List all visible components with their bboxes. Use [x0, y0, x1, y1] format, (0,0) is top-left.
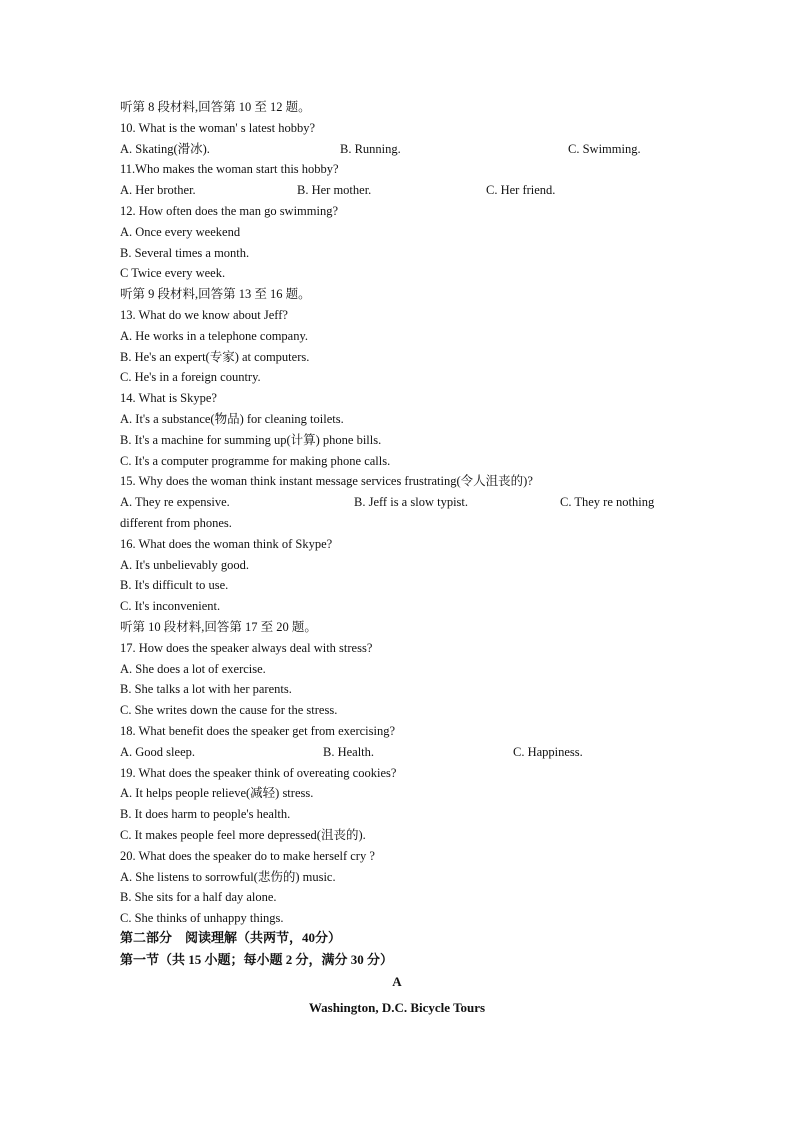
question-13: 13. What do we know about Jeff?: [120, 308, 288, 322]
question-10: 10. What is the woman' s latest hobby?: [120, 121, 316, 135]
passage-letter: A: [392, 974, 402, 989]
option-15b: B. Jeff is a slow typist.: [354, 495, 469, 509]
option-11c: C. Her friend.: [486, 183, 556, 197]
option-11b: B. Her mother.: [297, 183, 372, 197]
option-15c-continued: different from phones.: [120, 516, 232, 530]
passage-title: Washington, D.C. Bicycle Tours: [308, 1000, 486, 1015]
option-13c: C. He's in a foreign country.: [120, 370, 261, 384]
question-20: 20. What does the speaker do to make herself cry ?: [120, 849, 375, 863]
section-heading-10: 听第 10 段材料,回答第 17 至 20 题。: [120, 620, 317, 634]
option-12b: B. Several times a month.: [120, 246, 250, 260]
question-14: 14. What is Skype?: [120, 391, 217, 405]
option-10c: C. Swimming.: [568, 142, 641, 156]
option-17b: B. She talks a lot with her parents.: [120, 682, 292, 696]
question-18: 18. What benefit does the speaker get from exercising?: [120, 724, 396, 738]
option-19c: C. It makes people feel more depressed(沮丧的).: [120, 828, 366, 842]
option-16c: C. It's inconvenient.: [120, 599, 221, 613]
question-17: 17. How does the speaker always deal with stress?: [120, 641, 373, 655]
option-16b: B. It's difficult to use.: [120, 578, 229, 592]
option-15a: A. They re expensive.: [120, 495, 230, 509]
question-12: 12. How often does the man go swimming?: [120, 204, 339, 218]
question-19: 19. What does the speaker think of overeating cookies?: [120, 766, 397, 780]
option-18a: A. Good sleep.: [120, 745, 195, 759]
part-two-title: 第二部分 阅读理解（共两节，40分）: [120, 930, 342, 945]
option-14c: C. It's a computer programme for making phone calls.: [120, 454, 391, 468]
option-20c: C. She thinks of unhappy things.: [120, 911, 284, 925]
question-15: 15. Why does the woman think instant message services frustrating(令人沮丧的)?: [120, 474, 533, 488]
option-19b: B. It does harm to people's health.: [120, 807, 291, 821]
section-heading-9: 听第 9 段材料,回答第 13 至 16 题。: [120, 287, 311, 301]
option-12a: A. Once every weekend: [120, 225, 241, 239]
option-10a: A. Skating(滑冰).: [120, 142, 210, 156]
option-11a: A. Her brother.: [120, 183, 196, 197]
option-10b: B. Running.: [340, 142, 401, 156]
option-18c: C. Happiness.: [513, 745, 583, 759]
question-16: 16. What does the woman think of Skype?: [120, 537, 333, 551]
option-15c: C. They re nothing: [560, 495, 655, 509]
section-heading-8: 听第 8 段材料,回答第 10 至 12 题。: [120, 100, 311, 114]
option-20a: A. She listens to sorrowful(悲伤的) music.: [120, 870, 336, 884]
option-13b: B. He's an expert(专家) at computers.: [120, 350, 310, 364]
option-14a: A. It's a substance(物品) for cleaning toilets.: [120, 412, 344, 426]
option-17c: C. She writes down the cause for the stress.: [120, 703, 338, 717]
option-19a: A. It helps people relieve(减轻) stress.: [120, 786, 314, 800]
option-20b: B. She sits for a half day alone.: [120, 890, 277, 904]
option-12c: C Twice every week.: [120, 266, 226, 280]
option-18b: B. Health.: [323, 745, 375, 759]
option-17a: A. She does a lot of exercise.: [120, 662, 266, 676]
question-11: 11.Who makes the woman start this hobby?: [120, 162, 339, 176]
section-one-title: 第一节（共 15 小题；每小题 2 分，满分 30 分）: [120, 952, 394, 967]
option-16a: A. It's unbelievably good.: [120, 558, 249, 572]
option-13a: A. He works in a telephone company.: [120, 329, 309, 343]
option-14b: B. It's a machine for summing up(计算) phone bills.: [120, 433, 382, 447]
